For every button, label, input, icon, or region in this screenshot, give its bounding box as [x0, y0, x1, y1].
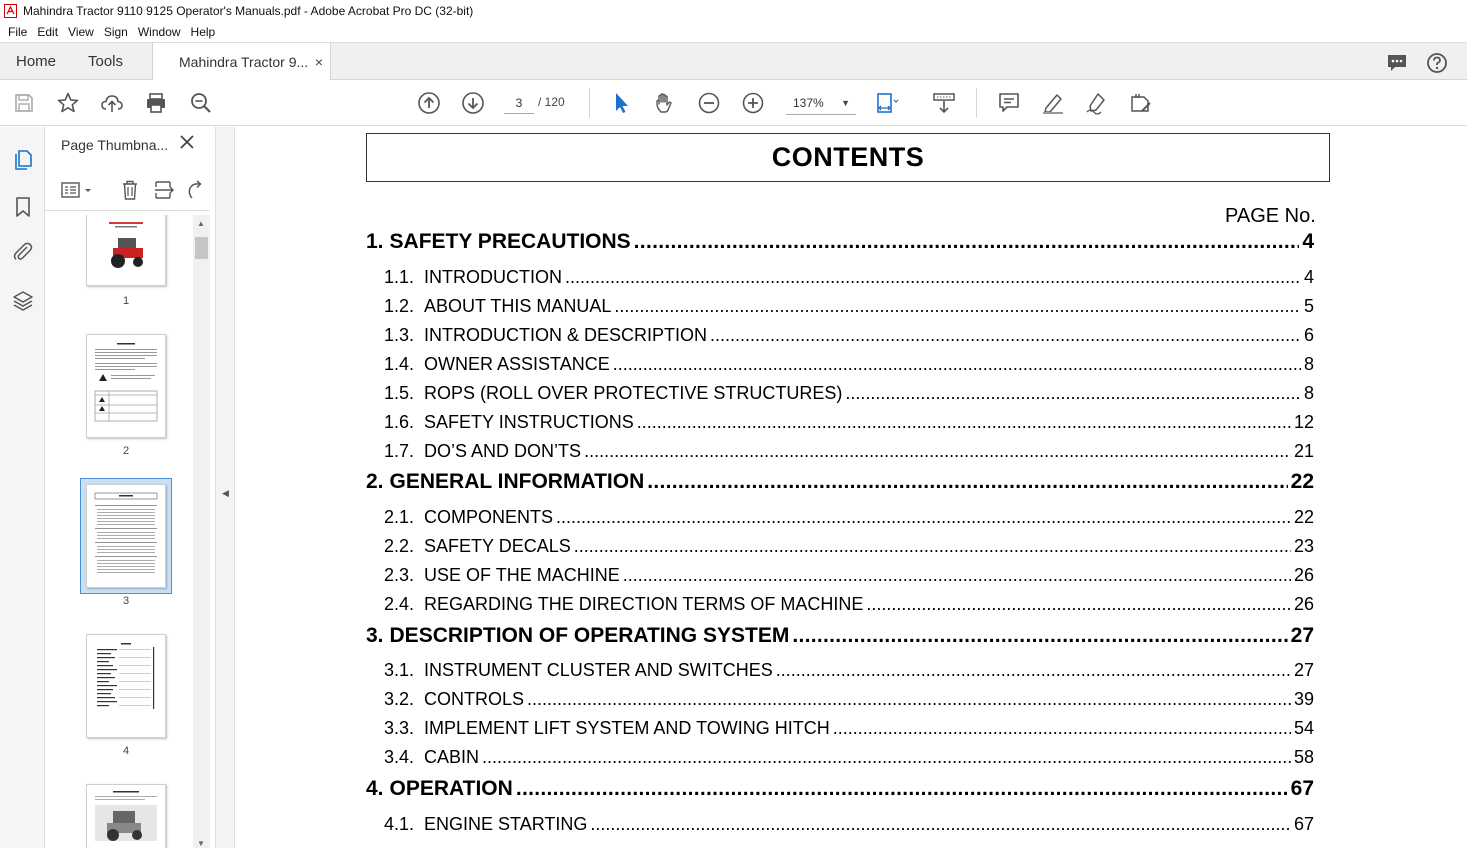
- toc-entry[interactable]: [384, 718, 1314, 739]
- zoom-in-icon[interactable]: [741, 91, 765, 115]
- toc-page-number: 54: [1293, 718, 1314, 738]
- main-toolbar: [0, 80, 1467, 126]
- attachment-icon[interactable]: [10, 239, 36, 265]
- toc-number: 3.: [366, 624, 384, 647]
- thumbnail-scrollbar[interactable]: [193, 215, 210, 848]
- toc-page-number: 8: [1303, 383, 1314, 403]
- toc-leader-dots: [647, 470, 1287, 494]
- toc-number: 3.1.: [384, 660, 415, 680]
- page-total: / 120: [538, 95, 565, 109]
- panel-toolbar: [45, 171, 210, 211]
- toc-entry[interactable]: [384, 536, 1314, 557]
- toc-page-number: 23: [1293, 536, 1314, 556]
- toc-page-number: 8: [1303, 354, 1314, 374]
- thumbnail-options-icon[interactable]: [60, 179, 94, 201]
- toc-entry[interactable]: [384, 267, 1314, 288]
- insert-pages-icon[interactable]: [153, 179, 175, 201]
- toc-page-number: 6: [1303, 325, 1314, 345]
- toc-leader-dots: [623, 565, 1291, 586]
- toc-number: 1.6.: [384, 412, 415, 432]
- toc-leader-dots: [792, 624, 1287, 648]
- toc-leader-dots: [634, 230, 1300, 254]
- toc-number: 2.3.: [384, 565, 415, 585]
- toc-title: ENGINE STARTING: [424, 814, 588, 834]
- toc-page-number: 67: [1290, 777, 1314, 800]
- zoom-select[interactable]: [786, 91, 856, 115]
- toc-title: IMPLEMENT LIFT SYSTEM AND TOWING HITCH: [424, 718, 830, 738]
- toc-entry[interactable]: [384, 814, 1314, 835]
- document-view[interactable]: [235, 127, 1467, 848]
- toc-page-number: 4: [1303, 267, 1314, 287]
- toc-page-number: 12: [1293, 412, 1314, 432]
- toc-page-number: 67: [1293, 814, 1314, 834]
- toc-leader-dots: [574, 536, 1291, 557]
- layers-icon[interactable]: [10, 288, 36, 314]
- scroll-up-icon[interactable]: ▲: [197, 219, 205, 228]
- toc-title: INSTRUMENT CLUSTER AND SWITCHES: [424, 660, 773, 680]
- toc-title: ABOUT THIS MANUAL: [424, 296, 612, 316]
- page-thumbnail-4[interactable]: [86, 634, 166, 738]
- delete-icon[interactable]: [119, 179, 141, 201]
- toc-title: CONTROLS: [424, 689, 525, 709]
- toc-page-number: 21: [1293, 441, 1314, 461]
- panel-title: Page Thumbna...: [61, 137, 169, 153]
- toc-number: 2.4.: [384, 594, 415, 614]
- toc-entry[interactable]: [384, 383, 1314, 404]
- sign-icon[interactable]: [1085, 91, 1109, 115]
- page-number-input[interactable]: [504, 92, 534, 114]
- contents-heading: CONTENTS: [366, 133, 1330, 182]
- zoom-search-icon[interactable]: [189, 91, 213, 115]
- scroll-mode-icon[interactable]: [932, 91, 956, 115]
- next-page-icon[interactable]: [461, 91, 485, 115]
- toc-entry[interactable]: [366, 777, 1314, 801]
- toc-entry[interactable]: [366, 624, 1314, 648]
- page-no-header: PAGE No.: [1225, 205, 1316, 227]
- toc-leader-dots: [776, 660, 1291, 681]
- toc-entry[interactable]: [384, 565, 1314, 586]
- menu-sign[interactable]: Sign: [103, 25, 128, 39]
- toc-title: ROPS (ROLL OVER PROTECTIVE STRUCTURES): [424, 383, 843, 403]
- page-thumbnail-5[interactable]: [86, 784, 166, 848]
- menu-edit[interactable]: Edit: [37, 25, 59, 39]
- thumbnail-list: [45, 215, 215, 848]
- page-thumbnail-3[interactable]: [86, 484, 166, 588]
- toc-page-number: 27: [1290, 624, 1314, 647]
- thumbnail-label: 3: [122, 595, 130, 607]
- thumbnail-label: 4: [122, 745, 130, 757]
- tab-bar: [0, 42, 1467, 80]
- tab-document-label: Mahindra Tractor 9...: [179, 54, 309, 70]
- toc-page-number: 26: [1293, 594, 1314, 614]
- menu-view[interactable]: View: [68, 25, 94, 39]
- title-bar: [0, 0, 1467, 22]
- navigation-rail: [0, 127, 45, 848]
- scroll-down-icon[interactable]: ▼: [197, 839, 205, 848]
- toc-entry[interactable]: [384, 689, 1314, 710]
- toc-title: CABIN: [424, 747, 480, 767]
- tab-close-icon[interactable]: ×: [314, 54, 323, 70]
- menu-help[interactable]: Help: [190, 25, 216, 39]
- menu-file[interactable]: File: [8, 25, 28, 39]
- scrollbar-thumb[interactable]: [195, 237, 208, 259]
- bookmark-icon[interactable]: [10, 194, 36, 220]
- toc-leader-dots: [584, 441, 1291, 462]
- window-title: Mahindra Tractor 9110 9125 Operator's Manuals.pdf - Adobe Acrobat Pro DC (32-bit): [23, 4, 474, 18]
- toc-title: DESCRIPTION OF OPERATING SYSTEM: [389, 624, 790, 647]
- toc-number: 4.: [366, 777, 384, 800]
- toc-entry[interactable]: [366, 230, 1314, 254]
- toc-number: 1.7.: [384, 441, 415, 461]
- print-icon[interactable]: [144, 91, 168, 115]
- page-thumbnail-2[interactable]: [86, 334, 166, 438]
- toc-entry[interactable]: [384, 594, 1314, 615]
- help-icon[interactable]: [1426, 52, 1448, 74]
- toolbar-divider: [589, 88, 590, 118]
- hand-icon[interactable]: [653, 91, 677, 115]
- toc-page-number: 27: [1293, 660, 1314, 680]
- toc-number: 1.2.: [384, 296, 415, 316]
- thumbnail-label: 1: [122, 295, 130, 307]
- toc-page-number: 5: [1303, 296, 1314, 316]
- toc-entry[interactable]: [384, 507, 1314, 528]
- toc-title: OPERATION: [389, 777, 513, 800]
- toc-page-number: 26: [1293, 565, 1314, 585]
- toc-leader-dots: [482, 747, 1291, 768]
- toc-number: 4.1.: [384, 814, 415, 834]
- tab-document[interactable]: [152, 43, 331, 81]
- page-thumbnail-1[interactable]: [86, 215, 166, 286]
- toc-page-number: 22: [1293, 507, 1314, 527]
- toc-entry[interactable]: [366, 470, 1314, 494]
- menu-window[interactable]: Window: [137, 25, 181, 39]
- toc-number: 3.4.: [384, 747, 415, 767]
- toc-number: 1.3.: [384, 325, 415, 345]
- toc-leader-dots: [614, 296, 1301, 317]
- toc-leader-dots: [845, 383, 1301, 404]
- toc-number: 2.2.: [384, 536, 415, 556]
- fit-page-icon[interactable]: [875, 91, 899, 115]
- toc-page-number: 22: [1290, 470, 1314, 493]
- toolbar-divider: [976, 88, 977, 118]
- toc-title: SAFETY DECALS: [424, 536, 571, 556]
- tab-home[interactable]: Home: [16, 53, 57, 70]
- toc-number: 3.2.: [384, 689, 415, 709]
- toc-number: 2.1.: [384, 507, 415, 527]
- toc-number: 1.: [366, 230, 384, 253]
- zoom-value: 137%: [793, 96, 824, 110]
- toc-number: 1.1.: [384, 267, 415, 287]
- toc-title: SAFETY INSTRUCTIONS: [424, 412, 634, 432]
- comment-icon[interactable]: [997, 91, 1021, 115]
- toc-number: 2.: [366, 470, 384, 493]
- toc-title: OWNER ASSISTANCE: [424, 354, 610, 374]
- toc-title: REGARDING THE DIRECTION TERMS OF MACHINE: [424, 594, 864, 614]
- toc-leader-dots: [637, 412, 1291, 433]
- toc-leader-dots: [516, 777, 1288, 801]
- highlight-icon[interactable]: [1041, 91, 1065, 115]
- toc-title: INTRODUCTION & DESCRIPTION: [424, 325, 708, 345]
- chevron-down-icon: ▼: [841, 98, 850, 108]
- toc-leader-dots: [590, 814, 1291, 835]
- toc-entry[interactable]: [384, 660, 1314, 681]
- toc-leader-dots: [866, 594, 1291, 615]
- toc-entry[interactable]: [384, 747, 1314, 768]
- select-arrow-icon[interactable]: [609, 91, 633, 115]
- page-thumbnails-panel: [45, 127, 215, 848]
- collapse-panel-icon[interactable]: ◀: [222, 488, 229, 498]
- thumbnail-label: 2: [122, 445, 130, 457]
- rotate-icon[interactable]: [185, 179, 207, 201]
- star-icon[interactable]: [56, 91, 80, 115]
- panel-splitter[interactable]: [215, 127, 235, 848]
- page-thumbnails-icon[interactable]: [10, 147, 36, 173]
- toc-title: USE OF THE MACHINE: [424, 565, 620, 585]
- tab-tools[interactable]: Tools: [88, 53, 124, 70]
- toc-entry[interactable]: [384, 412, 1314, 433]
- toc-title: COMPONENTS: [424, 507, 554, 527]
- toc-entry[interactable]: [384, 296, 1314, 317]
- toc-title: GENERAL INFORMATION: [389, 470, 645, 493]
- menu-bar: [0, 22, 1467, 42]
- toc-entry[interactable]: [384, 354, 1314, 375]
- chat-icon[interactable]: [1386, 52, 1408, 74]
- save-icon[interactable]: [12, 91, 36, 115]
- toc-title: DO’S AND DON’TS: [424, 441, 582, 461]
- toc-page-number: 39: [1293, 689, 1314, 709]
- toc-leader-dots: [565, 267, 1301, 288]
- cloud-upload-icon[interactable]: [100, 91, 124, 115]
- toc-number: 3.3.: [384, 718, 415, 738]
- toc-title: INTRODUCTION: [424, 267, 563, 287]
- panel-close-icon[interactable]: [178, 133, 196, 151]
- toc-number: 1.5.: [384, 383, 415, 403]
- acrobat-app-icon: [4, 4, 17, 18]
- toc-title: SAFETY PRECAUTIONS: [389, 230, 631, 253]
- toc-entry[interactable]: [384, 441, 1314, 462]
- redact-icon[interactable]: [1128, 91, 1152, 115]
- toc-entry[interactable]: [384, 325, 1314, 346]
- toc-leader-dots: [613, 354, 1301, 375]
- toc-page-number: 58: [1293, 747, 1314, 767]
- toc-leader-dots: [527, 689, 1291, 710]
- toc-leader-dots: [833, 718, 1291, 739]
- toc-page-number: 4: [1302, 230, 1314, 253]
- toc-leader-dots: [556, 507, 1291, 528]
- toc-leader-dots: [710, 325, 1301, 346]
- prev-page-icon[interactable]: [417, 91, 441, 115]
- zoom-out-icon[interactable]: [697, 91, 721, 115]
- toc-number: 1.4.: [384, 354, 415, 374]
